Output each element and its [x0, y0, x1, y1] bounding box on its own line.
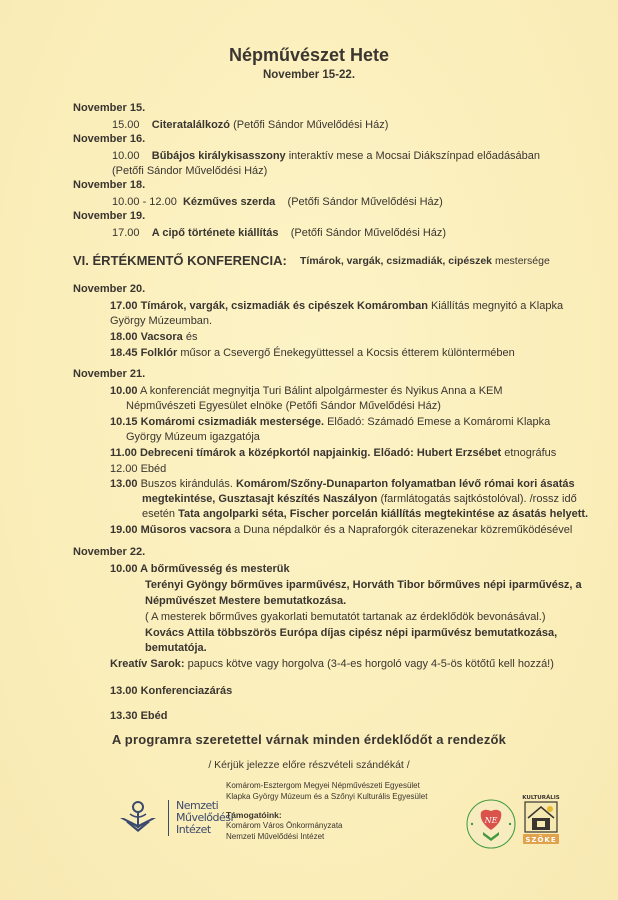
event-row	[112, 149, 540, 163]
event-description: Buszos kirándulás.	[137, 478, 236, 490]
event-row	[112, 226, 446, 240]
event-time: 10.00 - 12.00	[112, 196, 177, 208]
event-description: és	[182, 331, 198, 343]
nmi-logo-text	[168, 800, 233, 836]
nmi-line: Nemzeti	[176, 799, 219, 812]
event-time: 10.00	[110, 385, 138, 397]
nmi-logo-icon	[118, 800, 158, 841]
event-venue: (Petőfi Sándor Művelődési Ház)	[230, 119, 389, 131]
event-description	[142, 507, 588, 521]
event-description: ( A mesterek bőrműves gyakorlati bemutatót tartanak az érdeklődök bevonásával.)	[145, 611, 546, 623]
event-description: Népművészeti Egyesület elnöke (Petőfi Sándor Művelődési Ház)	[126, 400, 441, 412]
event-time: 17.00	[112, 227, 140, 239]
event-venue: (Petőfi Sándor Művelődési Ház)	[112, 165, 268, 177]
event-title: 18.00 Vacsora	[110, 331, 183, 343]
event-venue: (Petőfi Sándor Művelődési Ház)	[287, 196, 443, 208]
conference-subtitle	[300, 255, 550, 267]
event-description: György Múzeumban.	[110, 315, 213, 327]
event-row	[112, 195, 443, 209]
event-time: 13.00	[110, 478, 138, 490]
event-description: műsor a Csevergő Énekegyüttessel a Kocsis étterem különtermében	[177, 347, 515, 359]
date-heading: November 19.	[73, 210, 146, 222]
event-title: 18.45 Folklór	[110, 347, 178, 359]
event-venue: (Petőfi Sándor Művelődési Ház)	[290, 227, 447, 239]
page-title: Népművészet Hete	[228, 45, 390, 65]
date-heading: November 18.	[73, 179, 146, 191]
lunch: 13.30 Ebéd	[110, 710, 168, 722]
svg-text:NE: NE	[484, 816, 498, 825]
event-title: 19.00 Műsoros vacsora	[110, 524, 232, 536]
closing-invitation: A programra szeretettel várnak minden érdeklődőt a rendezők	[111, 732, 507, 747]
nmi-line: Művelődési	[176, 811, 234, 824]
event-row	[110, 477, 575, 491]
event-description: Kovács Attila többszörös Európa díjas cipész népi iparművész bemutatkozása,	[145, 627, 558, 639]
conference-close: 13.00 Konferenciazárás	[110, 685, 233, 697]
event-row	[110, 346, 515, 360]
event-row	[110, 330, 197, 344]
conference-subtitle-bold: Tímárok, vargák, csizmadiák, cipészek	[300, 255, 493, 267]
event-description: esetén	[142, 508, 179, 520]
event-description	[142, 492, 577, 506]
kreativ-sarok-text: papucs kötve vagy horgolva (3-4-es horgoló vagy 4-5-ös kötőtű kell hozzá!)	[184, 658, 554, 670]
event-time: 15.00	[112, 119, 140, 131]
svg-text:SZŐKE: SZŐKE	[525, 836, 557, 844]
supporter: Nemzeti Művelődési Intézet	[226, 832, 325, 841]
organizer: Klapka György Múzeum és a Szőnyi Kulturális Egyesület	[226, 792, 428, 801]
kreativ-sarok-label: Kreatív Sarok:	[110, 658, 185, 670]
nepmuveszeti-egyesulet-seal-icon	[465, 798, 517, 855]
date-heading: November 16.	[73, 133, 146, 145]
event-row	[110, 384, 503, 398]
supporters-label: Támogatóink:	[226, 810, 282, 820]
event-row	[110, 299, 563, 313]
event-title: A cipő története kiállítás	[151, 227, 279, 239]
event-title: megtekintése, Gusztasajt készítés Naszályon	[142, 493, 378, 505]
szoke-egyesulet-logo-icon	[518, 792, 564, 853]
event-title: 11.00 Debreceni tímárok a középkortól napjainkig. Előadó: Hubert Erzsébet	[110, 447, 502, 459]
page-subtitle: November 15-22.	[262, 69, 356, 81]
date-heading: November 22.	[73, 546, 146, 558]
svg-text:KULTURÁLIS: KULTURÁLIS	[522, 795, 560, 801]
nmi-line: Intézet	[176, 823, 211, 836]
event-title: Tata angolparki séta, Fischer porcelán kiállítás megtekintése az ásatás helyett.	[178, 508, 589, 520]
event-title: Kézműves szerda	[182, 196, 276, 208]
supporter: Komárom Város Önkormányzata	[226, 821, 343, 830]
event-description: bemutatója.	[145, 642, 207, 654]
event-description: Kiállítás megnyitó a Klapka	[427, 300, 564, 312]
event-title: Bűbájos királykisasszony	[151, 150, 286, 162]
event-row	[110, 523, 572, 537]
registration-note: / Kérjük jelezze előre részvételi szándékát /	[208, 759, 410, 771]
event-time: 10.00	[112, 150, 140, 162]
event-title: Citeratalálkozó	[151, 119, 231, 131]
kreativ-sarok	[110, 657, 554, 671]
event-description: A konferenciát megnyitja Turi Bálint alpolgármester és Nyikus Anna a KEM	[137, 385, 503, 397]
event-row	[110, 415, 550, 429]
date-heading: November 21.	[73, 368, 146, 380]
event-description: Terényi Gyöngy bőrműves iparművész, Horváth Tibor bőrműves népi iparművész, a	[145, 579, 582, 591]
event-title: 17.00 Tímárok, vargák, csizmadiák és cipészek Komáromban	[110, 300, 428, 312]
event-description: (farmlátogatás sajtkóstolóval). /rossz idő	[377, 493, 577, 505]
date-heading: November 20.	[73, 283, 146, 295]
event-description: etnográfus	[501, 447, 557, 459]
event-description: Népművészet Mestere bemutatkozása.	[145, 595, 347, 607]
conference-title: VI. ÉRTÉKMENTŐ KONFERENCIA:	[73, 253, 287, 268]
event-description: Előadó: Számadó Emese a Komáromi Klapka	[324, 416, 551, 428]
event-row: 12.00 Ebéd	[110, 463, 167, 475]
event-description: György Múzeum igazgatója	[126, 431, 260, 443]
event-row	[112, 118, 388, 132]
event-row	[110, 446, 556, 460]
date-heading: November 15.	[73, 102, 146, 114]
conference-subtitle-rest: mestersége	[492, 255, 550, 267]
event-title: 10.15 Komáromi csizmadiák mestersége.	[110, 416, 325, 428]
organizer: Komárom-Esztergom Megyei Népművészeti Egyesület	[226, 781, 420, 790]
event-title: Komárom/Szőny-Dunaparton folyamatban lévő római kori ásatás	[235, 478, 575, 490]
event-title: 10.00 A bőrművesség és mesterük	[110, 563, 290, 575]
event-description: interaktív mese a Mocsai Diákszínpad előadásában	[285, 150, 541, 162]
event-description: a Duna népdalkör és a Napraforgók citerazenekar közreműködésével	[231, 524, 573, 536]
